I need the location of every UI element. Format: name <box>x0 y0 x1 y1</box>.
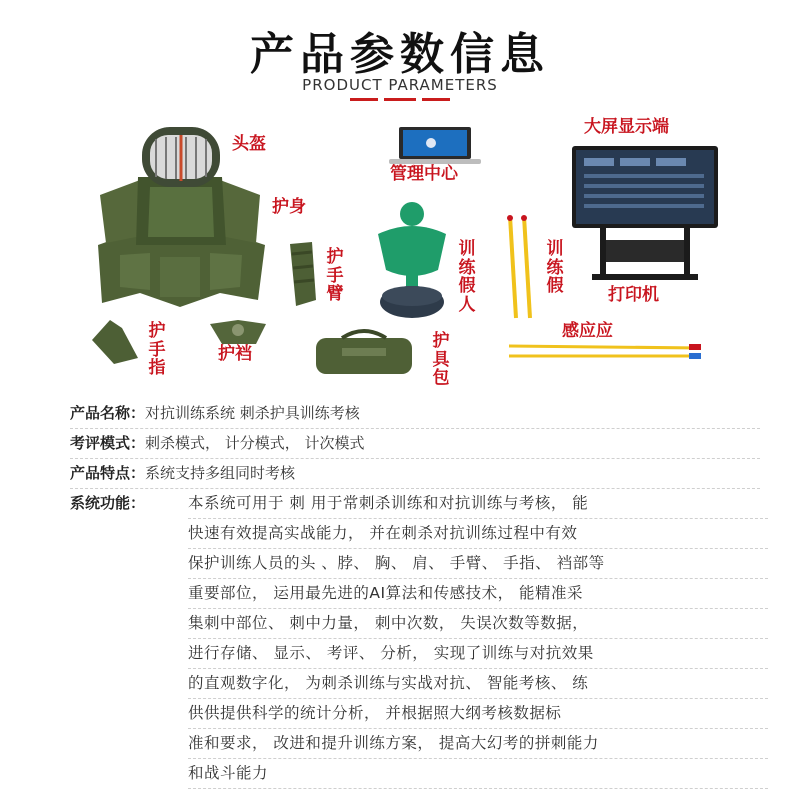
param-key: 产品特点： <box>70 464 146 482</box>
param-row-features <box>70 458 760 489</box>
accent-bar <box>384 98 416 101</box>
param-key: 考评模式： <box>70 434 146 452</box>
sensor-label: 感应应 <box>562 321 613 341</box>
function-line: 准和要求， 改进和提升训练方案， 提高大幻考的拼刺能力 <box>188 728 768 759</box>
page-subtitle: PRODUCT PARAMETERS <box>302 76 498 94</box>
sensor-illustration <box>505 338 705 364</box>
crotch-guard-label: 护裆 <box>218 344 252 364</box>
function-line: 集刺中部位、 刺中力量， 刺中次数， 失误次数等数据， <box>188 608 768 639</box>
function-line: 进行存储、 显示、 考评、 分析， 实现了训练与对抗效果 <box>188 638 768 669</box>
accent-bar <box>422 98 450 101</box>
param-value: 系统支持多组同时考核 <box>145 464 296 482</box>
training-gun-label: 训练假 <box>546 239 564 297</box>
function-line: 的直观数字化， 为刺杀训练与实战对抗、 智能考核、 练 <box>188 668 768 699</box>
param-row-mode <box>70 428 760 459</box>
param-key: 产品名称： <box>70 404 146 422</box>
page-title: 产品参数信息 <box>250 29 550 80</box>
management-center-label: 管理中心 <box>390 164 458 184</box>
function-key: 系统功能： <box>70 494 146 512</box>
arm-guard-label: 护手臂 <box>326 247 344 305</box>
dummy-illustration <box>372 200 452 320</box>
param-value: 对抗训练系统 刺杀护具训练考核 <box>145 404 360 422</box>
helmet-label: 头盔 <box>232 134 266 154</box>
printer-label: 打印机 <box>608 285 659 305</box>
laptop-illustration <box>385 125 485 167</box>
function-line: 保护训练人员的头 、脖、 胸、 肩、 手臂、 手指、 裆部等 <box>188 548 768 579</box>
finger-guard-label: 护手指 <box>148 321 166 379</box>
function-line: 和战斗能力 <box>188 758 768 789</box>
training-gun-illustration <box>500 212 540 322</box>
param-row-name <box>70 398 760 429</box>
function-line: 重要部位， 运用最先进的AI算法和传感技术， 能精准采 <box>188 578 768 609</box>
gear-bag-illustration <box>312 328 417 376</box>
big-screen-label: 大屏显示端 <box>584 117 669 137</box>
function-line: 本系统可用于 刺 用于常刺杀训练和对抗训练与考核， 能 <box>188 488 768 519</box>
function-line: 供供提供科学的统计分析， 并根据照大纲考核数据标 <box>188 698 768 729</box>
function-line: 快速有效提高实战能力， 并在刺杀对抗训练过程中有效 <box>188 518 768 549</box>
accent-bar <box>350 98 378 101</box>
finger-guard-illustration <box>88 318 143 366</box>
big-screen-illustration <box>570 140 720 285</box>
dummy-label: 训练假人 <box>458 239 476 316</box>
param-value: 刺杀模式， 计分模式， 计次模式 <box>145 434 365 452</box>
gear-bag-label: 护具包 <box>432 331 450 389</box>
arm-guard-illustration <box>282 240 322 310</box>
body-guard-label: 护身 <box>272 197 306 217</box>
